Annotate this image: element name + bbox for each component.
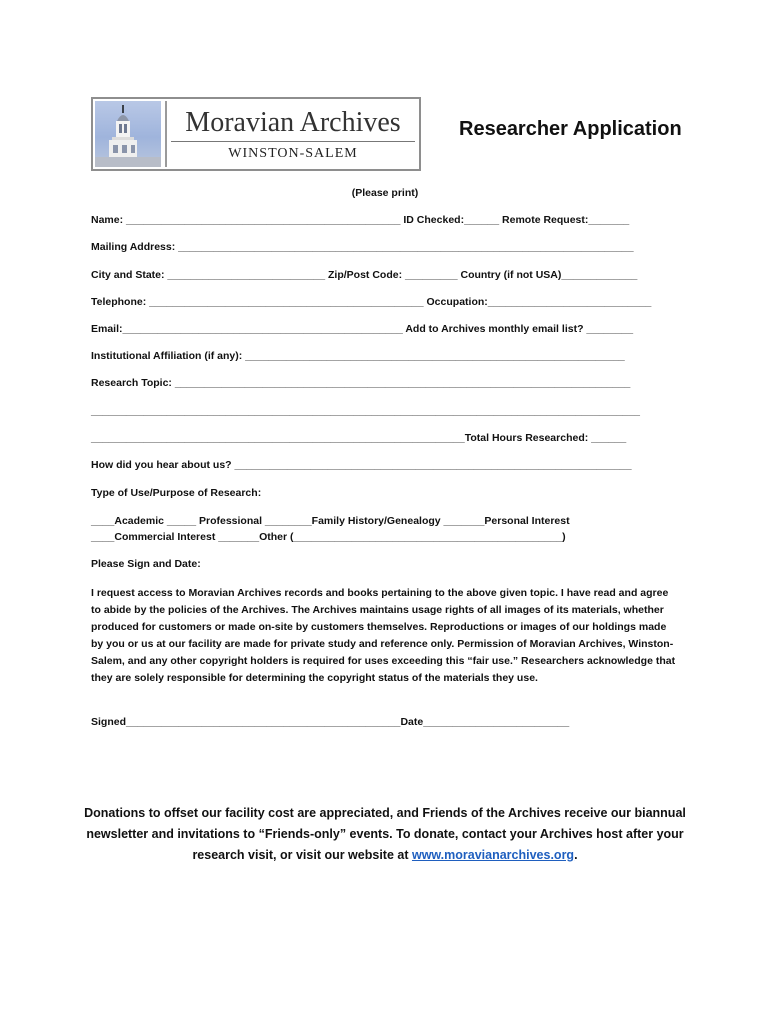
signature-date-line[interactable]: Signed_______________________________________________Date_________________________: [91, 716, 570, 728]
name-field-line[interactable]: Name: _______________________________________________ ID Checked:______ Remote Request:_______: [91, 214, 630, 226]
use-options-row-1[interactable]: ____Academic _____ Professional ________Family History/Genealogy _______Personal Interest: [91, 515, 570, 527]
telephone-line[interactable]: Telephone: _______________________________________________ Occupation:____________________________: [91, 296, 652, 308]
email-line[interactable]: Email:________________________________________________ Add to Archives monthly email list? ________: [91, 323, 634, 335]
how-heard-line[interactable]: How did you hear about us? ____________________________________________________________________: [91, 459, 632, 471]
donation-note: [80, 803, 690, 866]
use-options-row-2[interactable]: ____Commercial Interest _______Other (______________________________________________): [91, 531, 566, 543]
bell-tower-photo-icon: [95, 101, 161, 167]
please-print-note: (Please print): [351, 187, 419, 199]
logo-divider: [165, 101, 167, 167]
research-topic-continuation[interactable]: ______________________________________________________________________________________________: [91, 405, 640, 417]
website-link[interactable]: www.moravianarchives.org: [411, 848, 575, 862]
logo-title: Moravian Archives: [185, 107, 401, 138]
sign-date-heading: Please Sign and Date:: [91, 558, 201, 570]
city-state-line[interactable]: City and State: ___________________________ Zip/Post Code: _________ Country (if not USA)_____________: [91, 269, 638, 281]
moravian-archives-logo: [91, 97, 421, 171]
logo-rule: [171, 141, 415, 142]
research-topic-line[interactable]: Research Topic: ______________________________________________________________________________: [91, 377, 631, 389]
affiliation-line[interactable]: Institutional Affiliation (if any): _________________________________________________________________: [91, 350, 625, 362]
total-hours-line[interactable]: ________________________________________________________________Total Hours Researched: ______: [91, 432, 627, 444]
form-title: Researcher Application: [459, 118, 682, 140]
mailing-address-line[interactable]: Mailing Address: ______________________________________________________________________________: [91, 241, 634, 253]
logo-subtitle: WINSTON-SALEM: [228, 146, 358, 161]
agreement-paragraph: I request access to Moravian Archives records and books pertaining to the above given topic. I have read and agree to abide by the policies of the Archives. The Archives maintains usage rights of all images of its materials, whether produced for customers or made on-site by customers themselves. Reproductions or images of our holdings made by you or us at our facility are made for private study and reference only. Permission of Moravian Archives, Winston-Salem, and any other copyright holders is required for uses exceeding this “fair use.” Researchers acknowledge that they are solely responsible for determining the copyright status of the materials they use.: [91, 587, 676, 684]
donation-text: Donations to offset our facility cost are appreciated, and Friends of the Archives receive our biannual newsletter and invitations to “Friends-only” events. To donate, contact your Archives host after your research visit, or visit our website at: [84, 806, 686, 862]
type-of-use-heading: Type of Use/Purpose of Research:: [91, 487, 262, 499]
donation-end: .: [574, 848, 578, 862]
